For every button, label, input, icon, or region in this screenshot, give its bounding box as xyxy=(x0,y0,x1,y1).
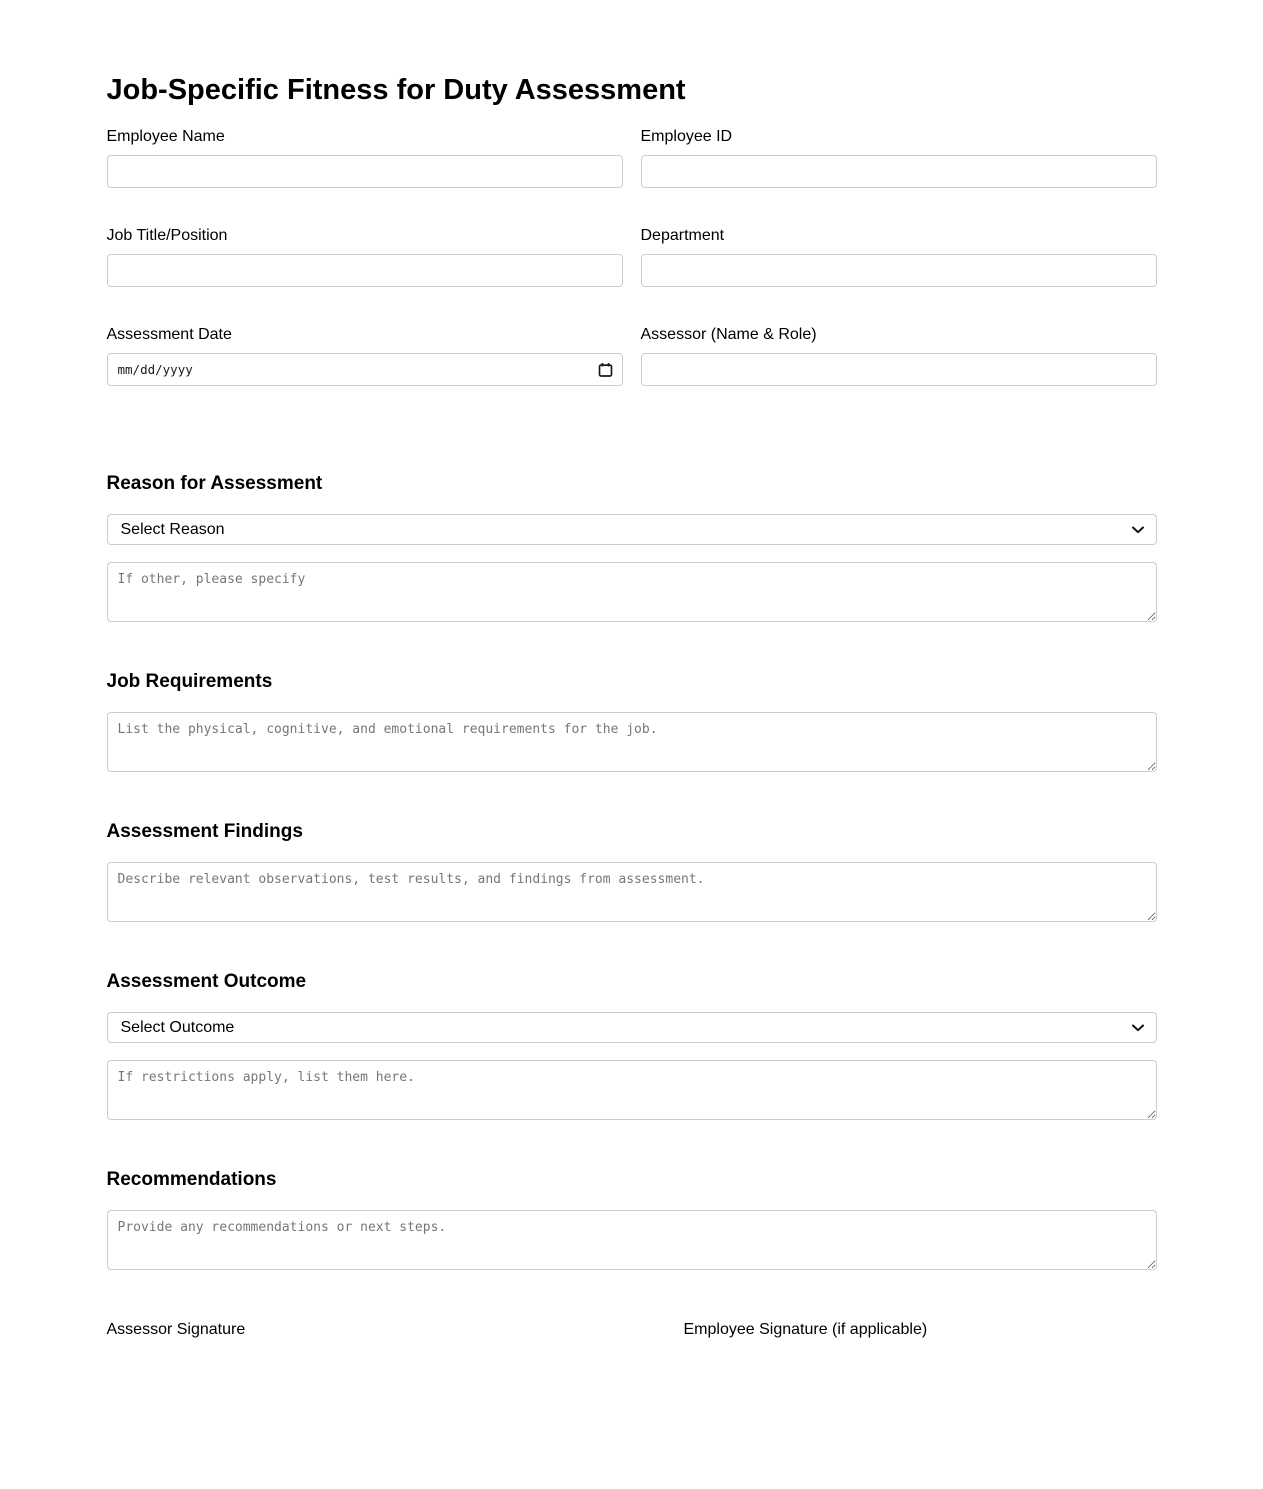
employee-name-input[interactable] xyxy=(107,155,623,188)
job-title-field xyxy=(107,226,623,287)
assessor-label: Assessor (Name & Role) xyxy=(640,326,817,344)
assessment-outcome-heading: Assessment Outcome xyxy=(106,971,307,993)
signature-row xyxy=(107,1320,1157,1339)
employee-id-field xyxy=(641,127,1157,188)
assessment-outcome-section xyxy=(107,972,1157,1120)
assessor-signature-label: Assessor Signature xyxy=(106,1321,246,1339)
assessment-findings-textarea[interactable] xyxy=(107,862,1157,922)
employee-signature-label: Employee Signature (if applicable) xyxy=(683,1321,928,1339)
department-label: Department xyxy=(640,227,725,245)
employee-name-label: Employee Name xyxy=(106,128,225,146)
recommendations-heading: Recommendations xyxy=(106,1169,277,1191)
job-requirements-section xyxy=(107,672,1157,772)
employee-id-input[interactable] xyxy=(641,155,1157,188)
job-title-label: Job Title/Position xyxy=(106,227,228,245)
reason-select[interactable] xyxy=(107,514,1157,545)
recommendations-section xyxy=(107,1170,1157,1270)
assessment-findings-heading: Assessment Findings xyxy=(106,821,303,843)
calendar-icon[interactable] xyxy=(598,362,613,377)
assessment-findings-section xyxy=(107,822,1157,922)
job-title-input[interactable] xyxy=(107,254,623,287)
employee-id-label: Employee ID xyxy=(640,128,733,146)
employee-name-field xyxy=(107,127,623,188)
outcome-restrictions-textarea[interactable] xyxy=(107,1060,1157,1120)
assessment-date-input[interactable] xyxy=(107,353,623,386)
recommendations-textarea[interactable] xyxy=(107,1210,1157,1270)
employee-signature-block xyxy=(684,1320,1157,1339)
page-title: Job-Specific Fitness for Duty Assessment xyxy=(106,74,686,106)
job-requirements-heading: Job Requirements xyxy=(106,671,273,693)
assessor-input[interactable] xyxy=(641,353,1157,386)
top-fields-grid xyxy=(107,127,1157,424)
reason-section xyxy=(107,474,1157,622)
assessment-date-field xyxy=(107,325,623,386)
reason-heading: Reason for Assessment xyxy=(106,473,323,495)
assessor-field xyxy=(641,325,1157,386)
outcome-select[interactable] xyxy=(107,1012,1157,1043)
department-input[interactable] xyxy=(641,254,1157,287)
job-requirements-textarea[interactable] xyxy=(107,712,1157,772)
assessment-date-label: Assessment Date xyxy=(106,326,232,344)
department-field xyxy=(641,226,1157,287)
reason-other-textarea[interactable] xyxy=(107,562,1157,622)
form-container xyxy=(107,0,1157,1489)
assessor-signature-block xyxy=(107,1320,684,1339)
